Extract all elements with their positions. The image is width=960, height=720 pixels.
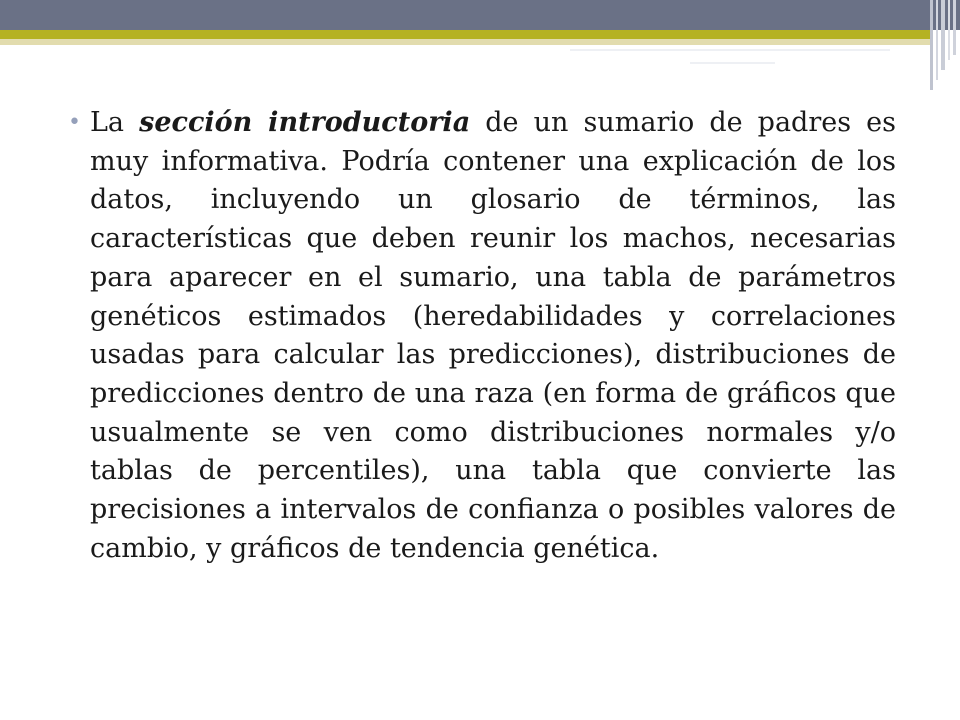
header-accent-line <box>570 49 890 51</box>
bullet-icon: • <box>68 110 81 135</box>
bullet-text-body: de un sumario de padres es muy informativa. Podría contener una explicación de los datos, incluyendo un glosario de términos, las características que deben reunir los machos, necesarias para aparecer en el sumario, una tabla de parámetros genéticos estimados (heredabilidades y correlaciones usadas para calcular las predicciones), distribuciones de predicciones dentro de una raza (en forma de gráficos que usualmente se ven como distribuciones normales y/o tablas de percentiles), una tabla que convierte las precisiones a intervalos de confianza o posibles valores de cambio, y gráficos de tendencia genética. <box>90 107 897 564</box>
decor-stripe <box>948 0 950 60</box>
decor-stripe <box>936 0 938 80</box>
decor-stripe <box>941 0 945 70</box>
decor-stripe <box>930 0 933 90</box>
decor-stripe <box>953 0 956 55</box>
bullet-emphasis: sección introductoria <box>139 107 471 138</box>
header-band-sand <box>0 39 930 45</box>
bullet-item <box>68 104 896 568</box>
header-band-slate <box>0 0 960 30</box>
header-band-olive <box>0 30 930 39</box>
header-accent-line <box>690 62 775 64</box>
bullet-text-lead: La <box>90 107 140 138</box>
slide-body <box>68 104 896 568</box>
